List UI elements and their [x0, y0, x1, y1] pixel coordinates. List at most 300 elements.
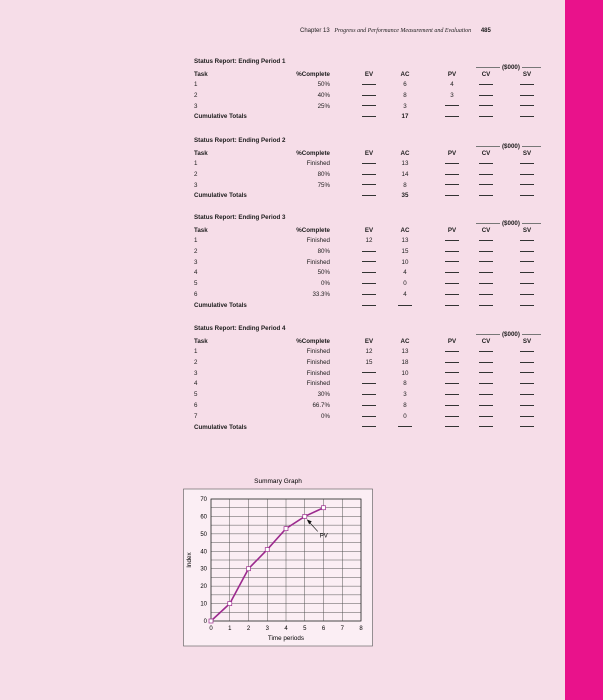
column-header-sv: SV: [522, 227, 532, 234]
cell-task: 7: [194, 412, 198, 420]
total-ev: [361, 302, 377, 309]
column-header-ac: AC: [400, 227, 410, 234]
cell-pct: 80%: [317, 170, 330, 178]
blank-line: [520, 283, 534, 284]
cell-ac: 8: [403, 402, 407, 409]
unit-bracket-line: [476, 220, 541, 227]
cell-ev: [361, 182, 377, 189]
summary-graph: [183, 477, 373, 647]
x-tick-label: 8: [359, 626, 363, 632]
blank-line: [520, 84, 534, 85]
cell-ev: 12: [365, 237, 373, 244]
cell-pv: [444, 280, 460, 287]
cell-pv: [444, 391, 460, 398]
cumulative-totals-label: Cumulative Totals: [194, 113, 247, 121]
column-header-pct: %Complete: [296, 338, 330, 345]
cumulative-totals-label: Cumulative Totals: [194, 301, 247, 309]
x-tick-label: 7: [340, 626, 344, 632]
cell-ev: [361, 413, 377, 420]
cell-ac: 13: [401, 348, 409, 355]
column-header-cv: CV: [481, 150, 491, 157]
y-tick-label: 30: [200, 566, 207, 573]
column-header-sv: SV: [522, 71, 532, 78]
blank-line: [520, 362, 534, 363]
blank-line: [520, 383, 534, 384]
total-ac: 35: [401, 192, 409, 200]
blank-line: [520, 240, 534, 241]
cell-ev: 12: [365, 348, 373, 355]
unit-label: ($000): [502, 220, 520, 227]
blank-line: [479, 351, 493, 352]
blank-line: [520, 272, 534, 273]
cell-cv: [476, 182, 496, 189]
unit-label: ($000): [502, 64, 520, 71]
blank-line: [479, 426, 493, 427]
blank-line: [362, 174, 376, 175]
blank-line: [479, 195, 493, 196]
blank-line: [362, 95, 376, 96]
cell-ev: [361, 103, 377, 110]
blank-line: [479, 394, 493, 395]
table-row: [194, 171, 542, 180]
blank-line: [520, 426, 534, 427]
column-header-row: [194, 71, 542, 80]
total-cv: [476, 424, 496, 431]
blank-line: [362, 184, 376, 185]
chapter-title: Progress and Performance Measurement and Evaluation: [334, 28, 472, 34]
cell-pct: 50%: [317, 81, 330, 88]
cell-cv: [476, 259, 496, 266]
blank-line: [362, 116, 376, 117]
blank-line: [445, 383, 459, 384]
cell-task: 3: [194, 181, 198, 189]
cell-ev: [361, 160, 377, 167]
cell-cv: [476, 248, 496, 255]
cell-task: 6: [194, 291, 198, 298]
cell-pct: Finished: [306, 258, 330, 266]
table-row: [194, 348, 542, 357]
table-row: [194, 92, 542, 101]
blank-line: [362, 261, 376, 262]
blank-line: [520, 116, 534, 117]
column-header-row: [194, 338, 542, 347]
blank-line: [445, 105, 459, 106]
unit-bracket-line: [476, 143, 541, 150]
cell-pv: 4: [450, 81, 454, 88]
blank-line: [479, 416, 493, 417]
cell-cv: [476, 103, 496, 110]
cell-pv: [444, 259, 460, 266]
blank-line: [445, 405, 459, 406]
report-title: Status Report: Ending Period 4: [194, 325, 286, 332]
cell-pct: 0%: [321, 412, 330, 420]
cell-sv: [516, 171, 538, 178]
cell-pv: [444, 237, 460, 244]
cell-task: 6: [194, 402, 198, 409]
cell-pct: 75%: [317, 181, 330, 189]
blank-line: [479, 405, 493, 406]
cell-pv: [444, 160, 460, 167]
column-header-pv: PV: [447, 338, 457, 345]
cell-task: 5: [194, 280, 198, 288]
cell-pct: 33.3%: [312, 291, 330, 298]
blank-line: [362, 283, 376, 284]
y-tick-label: 50: [200, 531, 207, 538]
cell-sv: [516, 359, 538, 366]
blank-line: [362, 416, 376, 417]
column-header-ev: EV: [364, 338, 374, 345]
page-number: 485: [480, 28, 491, 34]
unit-label: ($000): [502, 143, 520, 150]
status-report-period-3: [194, 214, 542, 317]
table-row: [194, 291, 542, 300]
total-pv: [444, 113, 460, 120]
chart-title: Summary Graph: [254, 478, 302, 485]
blank-line: [520, 105, 534, 106]
running-head: [300, 28, 491, 34]
cell-ev: [361, 391, 377, 398]
blank-line: [520, 351, 534, 352]
table-row: [194, 269, 542, 278]
cell-pct: Finished: [306, 237, 330, 244]
blank-line: [479, 251, 493, 252]
cell-task: 4: [194, 380, 198, 388]
blank-line: [479, 283, 493, 284]
x-tick-label: 0: [209, 626, 213, 632]
blank-line: [479, 116, 493, 117]
column-header-task: Task: [194, 227, 208, 234]
blank-line: [362, 105, 376, 106]
cell-cv: [476, 391, 496, 398]
column-header-pct: %Complete: [296, 150, 330, 157]
cell-task: 2: [194, 170, 198, 178]
cell-ev: [361, 259, 377, 266]
cell-cv: [476, 160, 496, 167]
magenta-side-bar: [565, 0, 603, 700]
x-tick-label: 4: [284, 626, 288, 632]
column-header-cv: CV: [481, 227, 491, 234]
blank-line: [520, 416, 534, 417]
blank-line: [520, 294, 534, 295]
blank-line: [445, 394, 459, 395]
table-row: [194, 402, 542, 411]
total-cv: [476, 192, 496, 199]
table-row: [194, 370, 542, 379]
data-point: [284, 527, 288, 531]
column-header-cv: CV: [481, 71, 491, 78]
blank-line: [479, 261, 493, 262]
blank-line: [479, 272, 493, 273]
blank-line: [445, 305, 459, 306]
cell-ac: 13: [401, 237, 409, 244]
blank-line: [479, 84, 493, 85]
cell-sv: [516, 291, 538, 298]
cell-ac: 14: [401, 170, 409, 178]
blank-line: [479, 105, 493, 106]
x-tick-label: 2: [246, 626, 251, 632]
table-row: [194, 81, 542, 90]
column-header-sv: SV: [522, 338, 532, 345]
cell-cv: [476, 81, 496, 88]
column-header-ev: EV: [364, 71, 374, 78]
cell-ev: [361, 81, 377, 88]
column-header-pv: PV: [447, 150, 457, 157]
cell-ac: 8: [403, 181, 407, 189]
y-tick-label: 0: [203, 619, 207, 625]
cell-pv: [444, 370, 460, 377]
cell-ev: [361, 291, 377, 298]
total-ac: [397, 424, 413, 431]
blank-line: [445, 116, 459, 117]
y-tick-label: 70: [200, 497, 207, 503]
cell-ac: 3: [403, 391, 407, 399]
blank-line: [362, 305, 376, 306]
cell-task: 3: [194, 102, 198, 110]
cell-task: 5: [194, 391, 198, 399]
unit-bracket-line: [476, 64, 541, 71]
column-header-row: [194, 150, 542, 159]
table-row: [194, 182, 542, 191]
cell-sv: [516, 248, 538, 255]
cell-task: 1: [194, 348, 198, 355]
unit-bracket-line: [476, 331, 541, 338]
total-pv: [444, 302, 460, 309]
blank-line: [362, 394, 376, 395]
annotation-label: PV: [319, 533, 328, 540]
status-report-period-1: [194, 58, 542, 128]
cell-ev: [361, 92, 377, 99]
y-tick-label: 40: [200, 549, 207, 556]
blank-line: [362, 84, 376, 85]
x-tick-label: 6: [321, 626, 326, 632]
y-tick-label: 20: [200, 584, 207, 591]
x-axis-label: Time periods: [267, 635, 305, 642]
table-row: [194, 359, 542, 368]
blank-line: [479, 305, 493, 306]
blank-line: [520, 372, 534, 373]
cumulative-totals-row: [194, 192, 542, 201]
cell-pct: Finished: [306, 358, 330, 366]
cell-ac: 13: [401, 160, 409, 167]
total-sv: [516, 113, 538, 120]
blank-line: [362, 195, 376, 196]
cell-sv: [516, 81, 538, 88]
blank-line: [445, 195, 459, 196]
cell-cv: [476, 413, 496, 420]
cell-ev: [361, 269, 377, 276]
blank-line: [479, 240, 493, 241]
cell-pct: Finished: [306, 369, 330, 377]
blank-line: [445, 163, 459, 164]
column-header-pct: %Complete: [296, 71, 330, 78]
cell-sv: [516, 160, 538, 167]
blank-line: [520, 251, 534, 252]
column-header-task: Task: [194, 338, 208, 345]
blank-line: [362, 372, 376, 373]
cell-pv: [444, 103, 460, 110]
cell-cv: [476, 402, 496, 409]
report-title: Status Report: Ending Period 3: [194, 214, 286, 221]
cell-task: 2: [194, 247, 198, 255]
column-header-ac: AC: [400, 338, 410, 345]
total-pv: [444, 192, 460, 199]
table-row: [194, 160, 542, 169]
column-header-pct: %Complete: [296, 227, 330, 234]
blank-line: [445, 426, 459, 427]
cell-ac: 10: [401, 369, 409, 377]
cell-pv: [444, 402, 460, 409]
cell-pv: [444, 269, 460, 276]
cell-sv: [516, 413, 538, 420]
blank-line: [520, 184, 534, 185]
cell-task: 4: [194, 269, 198, 277]
cell-pct: 30%: [317, 391, 330, 399]
data-point: [265, 548, 269, 552]
blank-line: [362, 272, 376, 273]
blank-line: [445, 261, 459, 262]
cell-ac: 0: [403, 412, 407, 420]
cell-cv: [476, 237, 496, 244]
total-ac: 17: [401, 113, 409, 121]
column-header-pv: PV: [447, 227, 457, 234]
blank-line: [479, 95, 493, 96]
cell-pct: Finished: [306, 160, 330, 167]
total-sv: [516, 192, 538, 199]
blank-line: [479, 174, 493, 175]
cumulative-totals-row: [194, 424, 542, 433]
y-tick-label: 10: [200, 601, 207, 608]
cell-pv: [444, 380, 460, 387]
blank-line: [398, 426, 412, 427]
table-row: [194, 103, 542, 112]
cell-sv: [516, 237, 538, 244]
report-title: Status Report: Ending Period 2: [194, 137, 286, 144]
cumulative-totals-label: Cumulative Totals: [194, 192, 247, 200]
cell-ac: 6: [403, 81, 407, 88]
cell-ac: 4: [403, 269, 407, 277]
cell-ac: 18: [401, 358, 409, 366]
cell-task: 2: [194, 358, 198, 366]
blank-line: [520, 195, 534, 196]
cell-sv: [516, 103, 538, 110]
cell-pv: [444, 171, 460, 178]
cell-sv: [516, 182, 538, 189]
data-point: [322, 506, 326, 510]
cell-task: 1: [194, 81, 198, 88]
column-header-task: Task: [194, 71, 208, 78]
blank-line: [362, 163, 376, 164]
blank-line: [445, 294, 459, 295]
unit-label: ($000): [502, 331, 520, 338]
total-pv: [444, 424, 460, 431]
data-point: [209, 619, 213, 623]
column-header-ac: AC: [400, 71, 410, 78]
blank-line: [479, 184, 493, 185]
column-header-pv: PV: [447, 71, 457, 78]
blank-line: [445, 272, 459, 273]
total-cv: [476, 302, 496, 309]
blank-line: [445, 362, 459, 363]
cell-task: 3: [194, 369, 198, 377]
cell-sv: [516, 280, 538, 287]
cell-sv: [516, 402, 538, 409]
blank-line: [479, 362, 493, 363]
cell-ac: 4: [403, 291, 407, 298]
status-report-period-4: [194, 325, 542, 438]
column-header-ac: AC: [400, 150, 410, 157]
table-row: [194, 248, 542, 257]
blank-line: [362, 294, 376, 295]
blank-line: [445, 184, 459, 185]
cell-pct: 0%: [321, 280, 330, 288]
column-header-ev: EV: [364, 227, 374, 234]
cumulative-totals-row: [194, 302, 542, 311]
report-title: Status Report: Ending Period 1: [194, 58, 286, 65]
cell-pct: Finished: [306, 348, 330, 355]
blank-line: [520, 174, 534, 175]
cell-cv: [476, 280, 496, 287]
cell-sv: [516, 391, 538, 398]
table-row: [194, 237, 542, 246]
cell-cv: [476, 348, 496, 355]
cumulative-totals-label: Cumulative Totals: [194, 423, 247, 431]
blank-line: [479, 294, 493, 295]
table-row: [194, 413, 542, 422]
blank-line: [479, 163, 493, 164]
column-header-cv: CV: [481, 338, 491, 345]
cell-cv: [476, 359, 496, 366]
table-row: [194, 259, 542, 268]
cell-ac: 15: [401, 247, 409, 255]
total-sv: [516, 424, 538, 431]
blank-line: [520, 95, 534, 96]
blank-line: [445, 372, 459, 373]
cell-ev: [361, 380, 377, 387]
cell-task: 3: [194, 258, 198, 266]
blank-line: [520, 394, 534, 395]
column-header-row: [194, 227, 542, 236]
cell-pct: 66.7%: [312, 402, 330, 409]
blank-line: [445, 416, 459, 417]
blank-line: [445, 240, 459, 241]
cell-ac: 3: [403, 102, 407, 110]
x-tick-label: 3: [265, 626, 269, 632]
blank-line: [362, 383, 376, 384]
cell-sv: [516, 380, 538, 387]
y-axis-label: Index: [186, 552, 193, 568]
cell-ac: 8: [403, 91, 407, 99]
blank-line: [445, 283, 459, 284]
x-tick-label: 5: [303, 626, 307, 632]
data-point: [228, 602, 232, 606]
total-cv: [476, 113, 496, 120]
cell-ac: 0: [403, 280, 407, 288]
cell-ac: 8: [403, 380, 407, 388]
total-ev: [361, 113, 377, 120]
table-row: [194, 391, 542, 400]
table-row: [194, 380, 542, 389]
blank-line: [520, 163, 534, 164]
cell-ev: [361, 280, 377, 287]
cell-sv: [516, 370, 538, 377]
column-header-sv: SV: [522, 150, 532, 157]
cumulative-totals-row: [194, 113, 542, 122]
blank-line: [362, 251, 376, 252]
cell-pv: [444, 413, 460, 420]
cell-sv: [516, 259, 538, 266]
cell-pct: 25%: [317, 102, 330, 110]
cell-cv: [476, 92, 496, 99]
